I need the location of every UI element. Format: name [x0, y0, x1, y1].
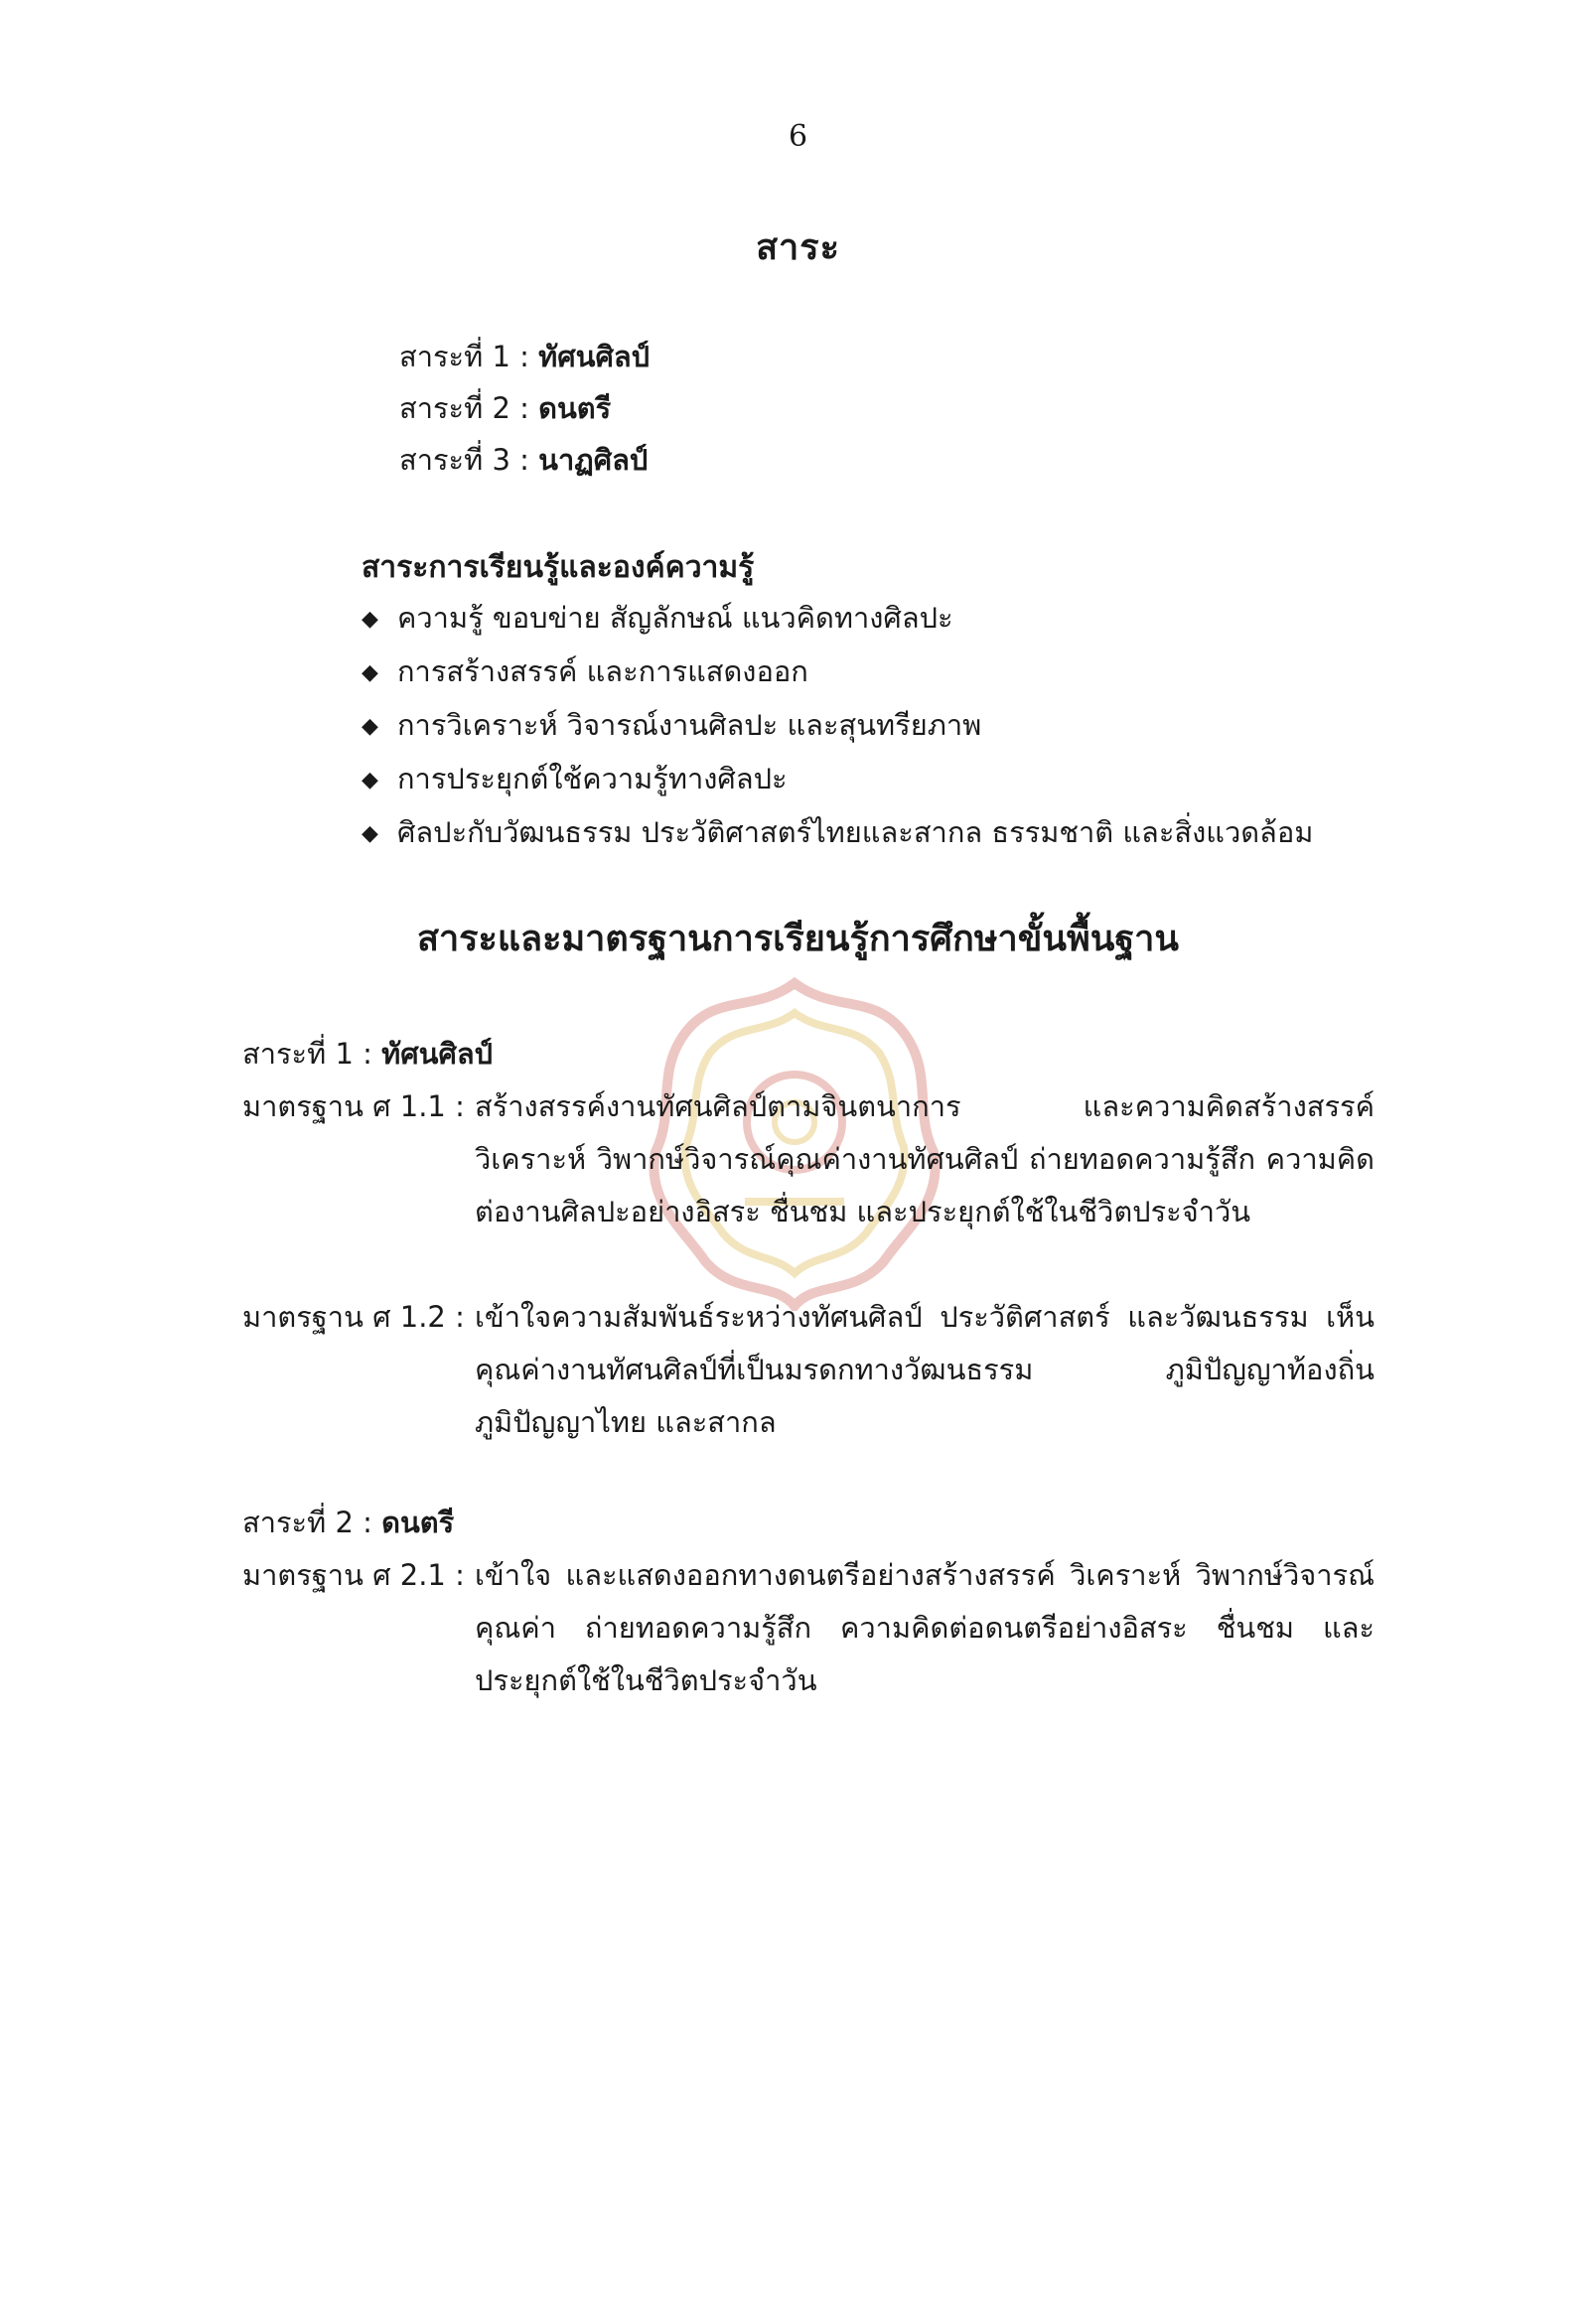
diamond-bullet-icon: ◆ — [362, 768, 378, 792]
standard-text: สร้างสรรค์งานทัศนศิลป์ตามจินตนาการ และความคิดสร้างสรรค์ วิเคราะห์ วิพากษ์วิจารณ์คุณค่างานทัศนศิลป์ ถ่ายทอดความรู้สึก ความคิดต่องานศิลปะอย่างอิสระ ชื่นชม และประยุกต์ใช้ในชีวิตประจำวัน — [475, 1089, 1375, 1228]
standard-text: เข้าใจความสัมพันธ์ระหว่างทัศนศิลป์ ประวัติศาสตร์ และวัฒนธรรม เห็นคุณค่างานทัศนศิลป์ที่เป็นมรดกทางวัฒนธรรม ภูมิปัญญาท้องถิ่น ภูมิปัญญาไทย และสากล — [475, 1300, 1375, 1439]
standard-1-2 — [242, 1291, 1375, 1449]
bullet-item: ◆ ศิลปะกับวัฒนธรรม ประวัติศาสตร์ไทยและสากล ธรรมชาติ และสิ่งแวดล้อม — [362, 806, 1313, 860]
standard-text: เข้าใจ และแสดงออกทางดนตรีอย่างสร้างสรรค์ วิเคราะห์ วิพากษ์วิจารณ์ คุณค่า ถ่ายทอดความรู้สึก ความคิดต่อดนตรีอย่างอิสระ ชื่นชม และประยุกต์ใช้ในชีวิตประจำวัน — [475, 1558, 1375, 1697]
diamond-bullet-icon: ◆ — [362, 821, 378, 846]
bullet-item: ◆ การวิเคราะห์ วิจารณ์งานศิลปะ และสุนทรียภาพ — [362, 699, 1313, 753]
section-1-heading: สาระที่ 1 : ทัศนศิลป์ — [242, 1037, 494, 1071]
strand-item-3: สาระที่ 3 : นาฏศิลป์ — [399, 443, 649, 477]
bullet-item: ◆ การสร้างสรรค์ และการแสดงออก — [362, 646, 1313, 699]
learning-bullet-list — [362, 592, 1313, 860]
strand-item-1: สาระที่ 1 : ทัศนศิลป์ — [399, 340, 651, 373]
bullet-item: ◆ ความรู้ ขอบข่าย สัญลักษณ์ แนวคิดทางศิลปะ — [362, 592, 1313, 646]
standards-title: สาระและมาตรฐานการเรียนรู้การศึกษาขั้นพื้นฐาน — [416, 919, 1180, 959]
page-title: สาระ — [756, 227, 840, 268]
standard-2-1 — [242, 1549, 1375, 1707]
standard-label: มาตรฐาน ศ 1.2 : — [242, 1300, 465, 1334]
page-number: 6 — [788, 119, 808, 154]
learning-heading: สาระการเรียนรู้และองค์ความรู้ — [362, 550, 755, 585]
bullet-item: ◆ การประยุกต์ใช้ความรู้ทางศิลปะ — [362, 753, 1313, 806]
standard-label: มาตรฐาน ศ 1.1 : — [242, 1089, 465, 1123]
diamond-bullet-icon: ◆ — [362, 607, 378, 632]
strand-item-2: สาระที่ 2 : ดนตรี — [399, 391, 612, 425]
standard-label: มาตรฐาน ศ 2.1 : — [242, 1558, 465, 1592]
diamond-bullet-icon: ◆ — [362, 714, 378, 739]
section-2-heading: สาระที่ 2 : ดนตรี — [242, 1506, 455, 1539]
standard-1-1 — [242, 1080, 1375, 1238]
diamond-bullet-icon: ◆ — [362, 660, 378, 685]
